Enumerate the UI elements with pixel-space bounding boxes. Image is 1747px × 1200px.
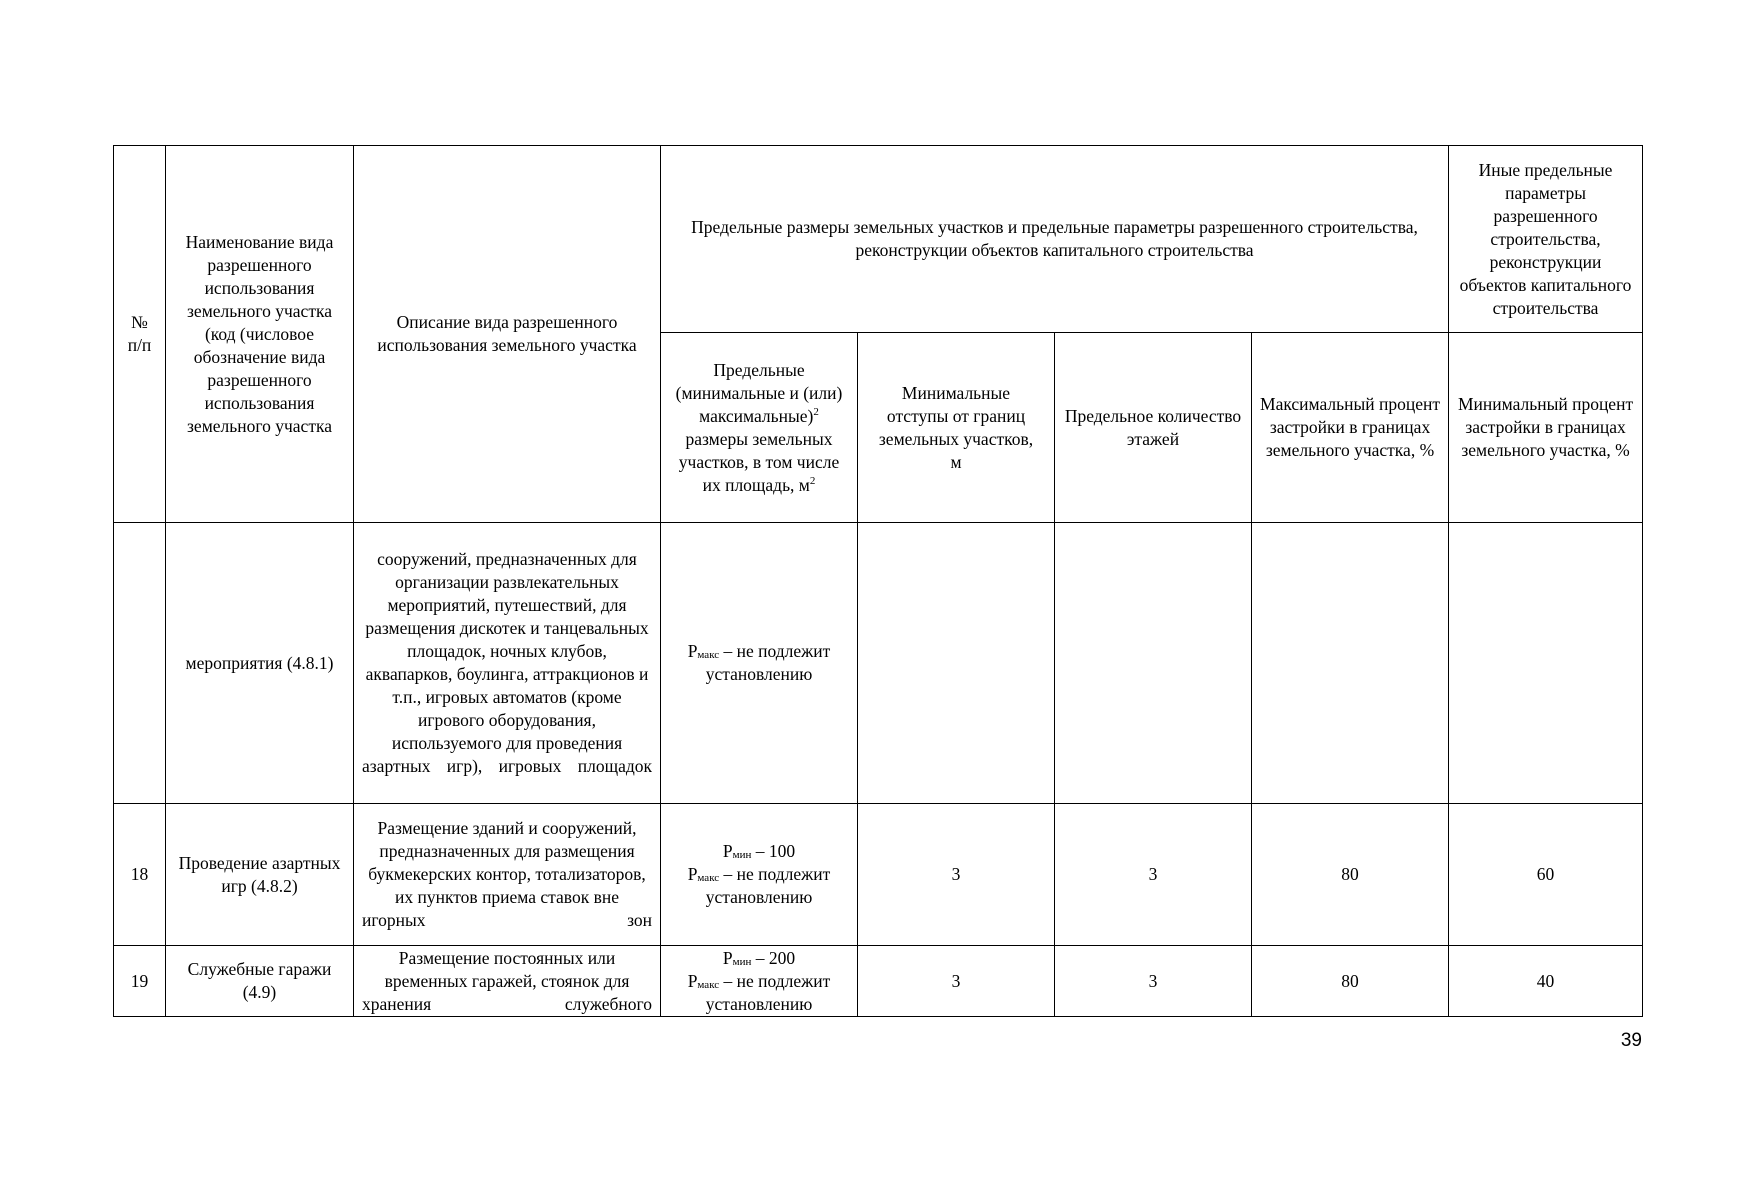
row-name: мероприятия (4.8.1) — [166, 523, 354, 804]
size-subscript: макс — [697, 978, 720, 991]
land-use-table — [113, 145, 1643, 1017]
size-subscript: мин — [732, 955, 752, 968]
header-description-text: Описание вида разрешенного использования земельного участка — [377, 312, 637, 355]
size-text: – не подлежит установлению — [705, 970, 831, 1014]
size-text: – не подлежит установлению — [705, 641, 831, 684]
row-min-coverage: 40 — [1449, 946, 1643, 1017]
row-max-coverage: 80 — [1252, 804, 1449, 946]
size-subscript: макс — [697, 872, 720, 884]
size-subscript: макс — [697, 649, 720, 661]
header-sizes-footnote: 2 — [813, 405, 819, 418]
size-line — [669, 640, 849, 686]
page-number: 39 — [1620, 1030, 1642, 1051]
header-floors — [1055, 333, 1252, 523]
header-min-coverage — [1449, 333, 1643, 523]
row-num: 18 — [114, 804, 166, 946]
row-num: 19 — [114, 946, 166, 1017]
size-symbol: Р — [687, 970, 698, 991]
header-num — [114, 146, 166, 523]
size-line — [669, 947, 849, 970]
row-name: Проведение азартных игр (4.8.2) — [166, 804, 354, 946]
row-description: Размещение постоянных или временных гаражей, стоянок для хранения служебного — [354, 946, 661, 1017]
row-floors: 3 — [1055, 946, 1252, 1017]
header-name — [166, 146, 354, 523]
row-max-coverage: 80 — [1252, 946, 1449, 1017]
header-sizes-unit-sup: 2 — [809, 474, 816, 487]
row-floors: 3 — [1055, 804, 1252, 946]
row-max-coverage — [1252, 523, 1449, 804]
row-sizes — [661, 946, 858, 1017]
table-row — [114, 523, 1643, 804]
row-min-coverage: 60 — [1449, 804, 1643, 946]
size-text: – не подлежит установлению — [705, 864, 831, 907]
header-name-text: Наименование вида разрешенного использования земельного участка (код (числовое обозначение вида разрешенного использования земельного участка — [185, 231, 334, 436]
header-floors-text: Предельное количество этажей — [1064, 405, 1242, 449]
row-floors — [1055, 523, 1252, 804]
header-sizes — [661, 333, 858, 523]
row-description: Размещение зданий и сооружений, предназначенных для размещения букмекерских контор, тотализаторов, их пунктов приема ставок вне игорных зон — [354, 804, 661, 946]
size-symbol: Р — [722, 947, 733, 968]
size-symbol: Р — [687, 641, 698, 661]
size-line — [669, 863, 849, 909]
table-row — [114, 804, 1643, 946]
row-num — [114, 523, 166, 804]
row-sizes — [661, 523, 858, 804]
size-subscript: мин — [732, 849, 752, 861]
header-description — [354, 146, 661, 523]
header-max-coverage — [1252, 333, 1449, 523]
row-sizes — [661, 804, 858, 946]
header-max-coverage-text: Максимальный процент застройки в границах земельного участка, % — [1260, 394, 1441, 460]
header-min-coverage-text: Минимальный процент застройки в границах земельного участка, % — [1457, 394, 1634, 460]
row-setbacks — [858, 523, 1055, 804]
row-setbacks: 3 — [858, 804, 1055, 946]
header-sizes-text-b: размеры земельных участков, в том числе их площадь, м — [678, 428, 840, 495]
size-line — [669, 970, 849, 1016]
size-text: – 200 — [751, 947, 796, 968]
header-setbacks-text: Минимальные отступы от границ земельных участков, м — [878, 382, 1034, 472]
row-setbacks: 3 — [858, 946, 1055, 1017]
header-other-group-text: Иные предельные параметры разрешенного строительства, реконструкции объектов капитального строительства — [1459, 159, 1632, 318]
header-sizes-text-a: Предельные (минимальные и (или) максимальные) — [675, 359, 843, 426]
size-symbol: Р — [722, 841, 733, 861]
size-line — [669, 840, 849, 863]
row-min-coverage — [1449, 523, 1643, 804]
row-name: Служебные гаражи (4.9) — [166, 946, 354, 1017]
header-num-text: № п/п — [127, 312, 152, 355]
header-limits-group-text: Предельные размеры земельных участков и предельные параметры разрешенного строительства, реконструкции объектов капитального строительства — [691, 217, 1418, 260]
header-row-1 — [114, 146, 1643, 333]
header-other-group — [1449, 146, 1643, 333]
size-symbol: Р — [687, 864, 698, 884]
header-setbacks — [858, 333, 1055, 523]
header-limits-group — [661, 146, 1449, 333]
size-text: – 100 — [751, 841, 796, 861]
row-description: сооружений, предназначенных для организации развлекательных мероприятий, путешествий, для размещения дискотек и танцевальных площадок, ночных клубов, аквапарков, боулинга, аттракционов и т.п., игровых автоматов (кроме игрового оборудования, используемого для проведения азартных игр), игровых площадок — [354, 523, 661, 804]
table-row — [114, 946, 1643, 1017]
